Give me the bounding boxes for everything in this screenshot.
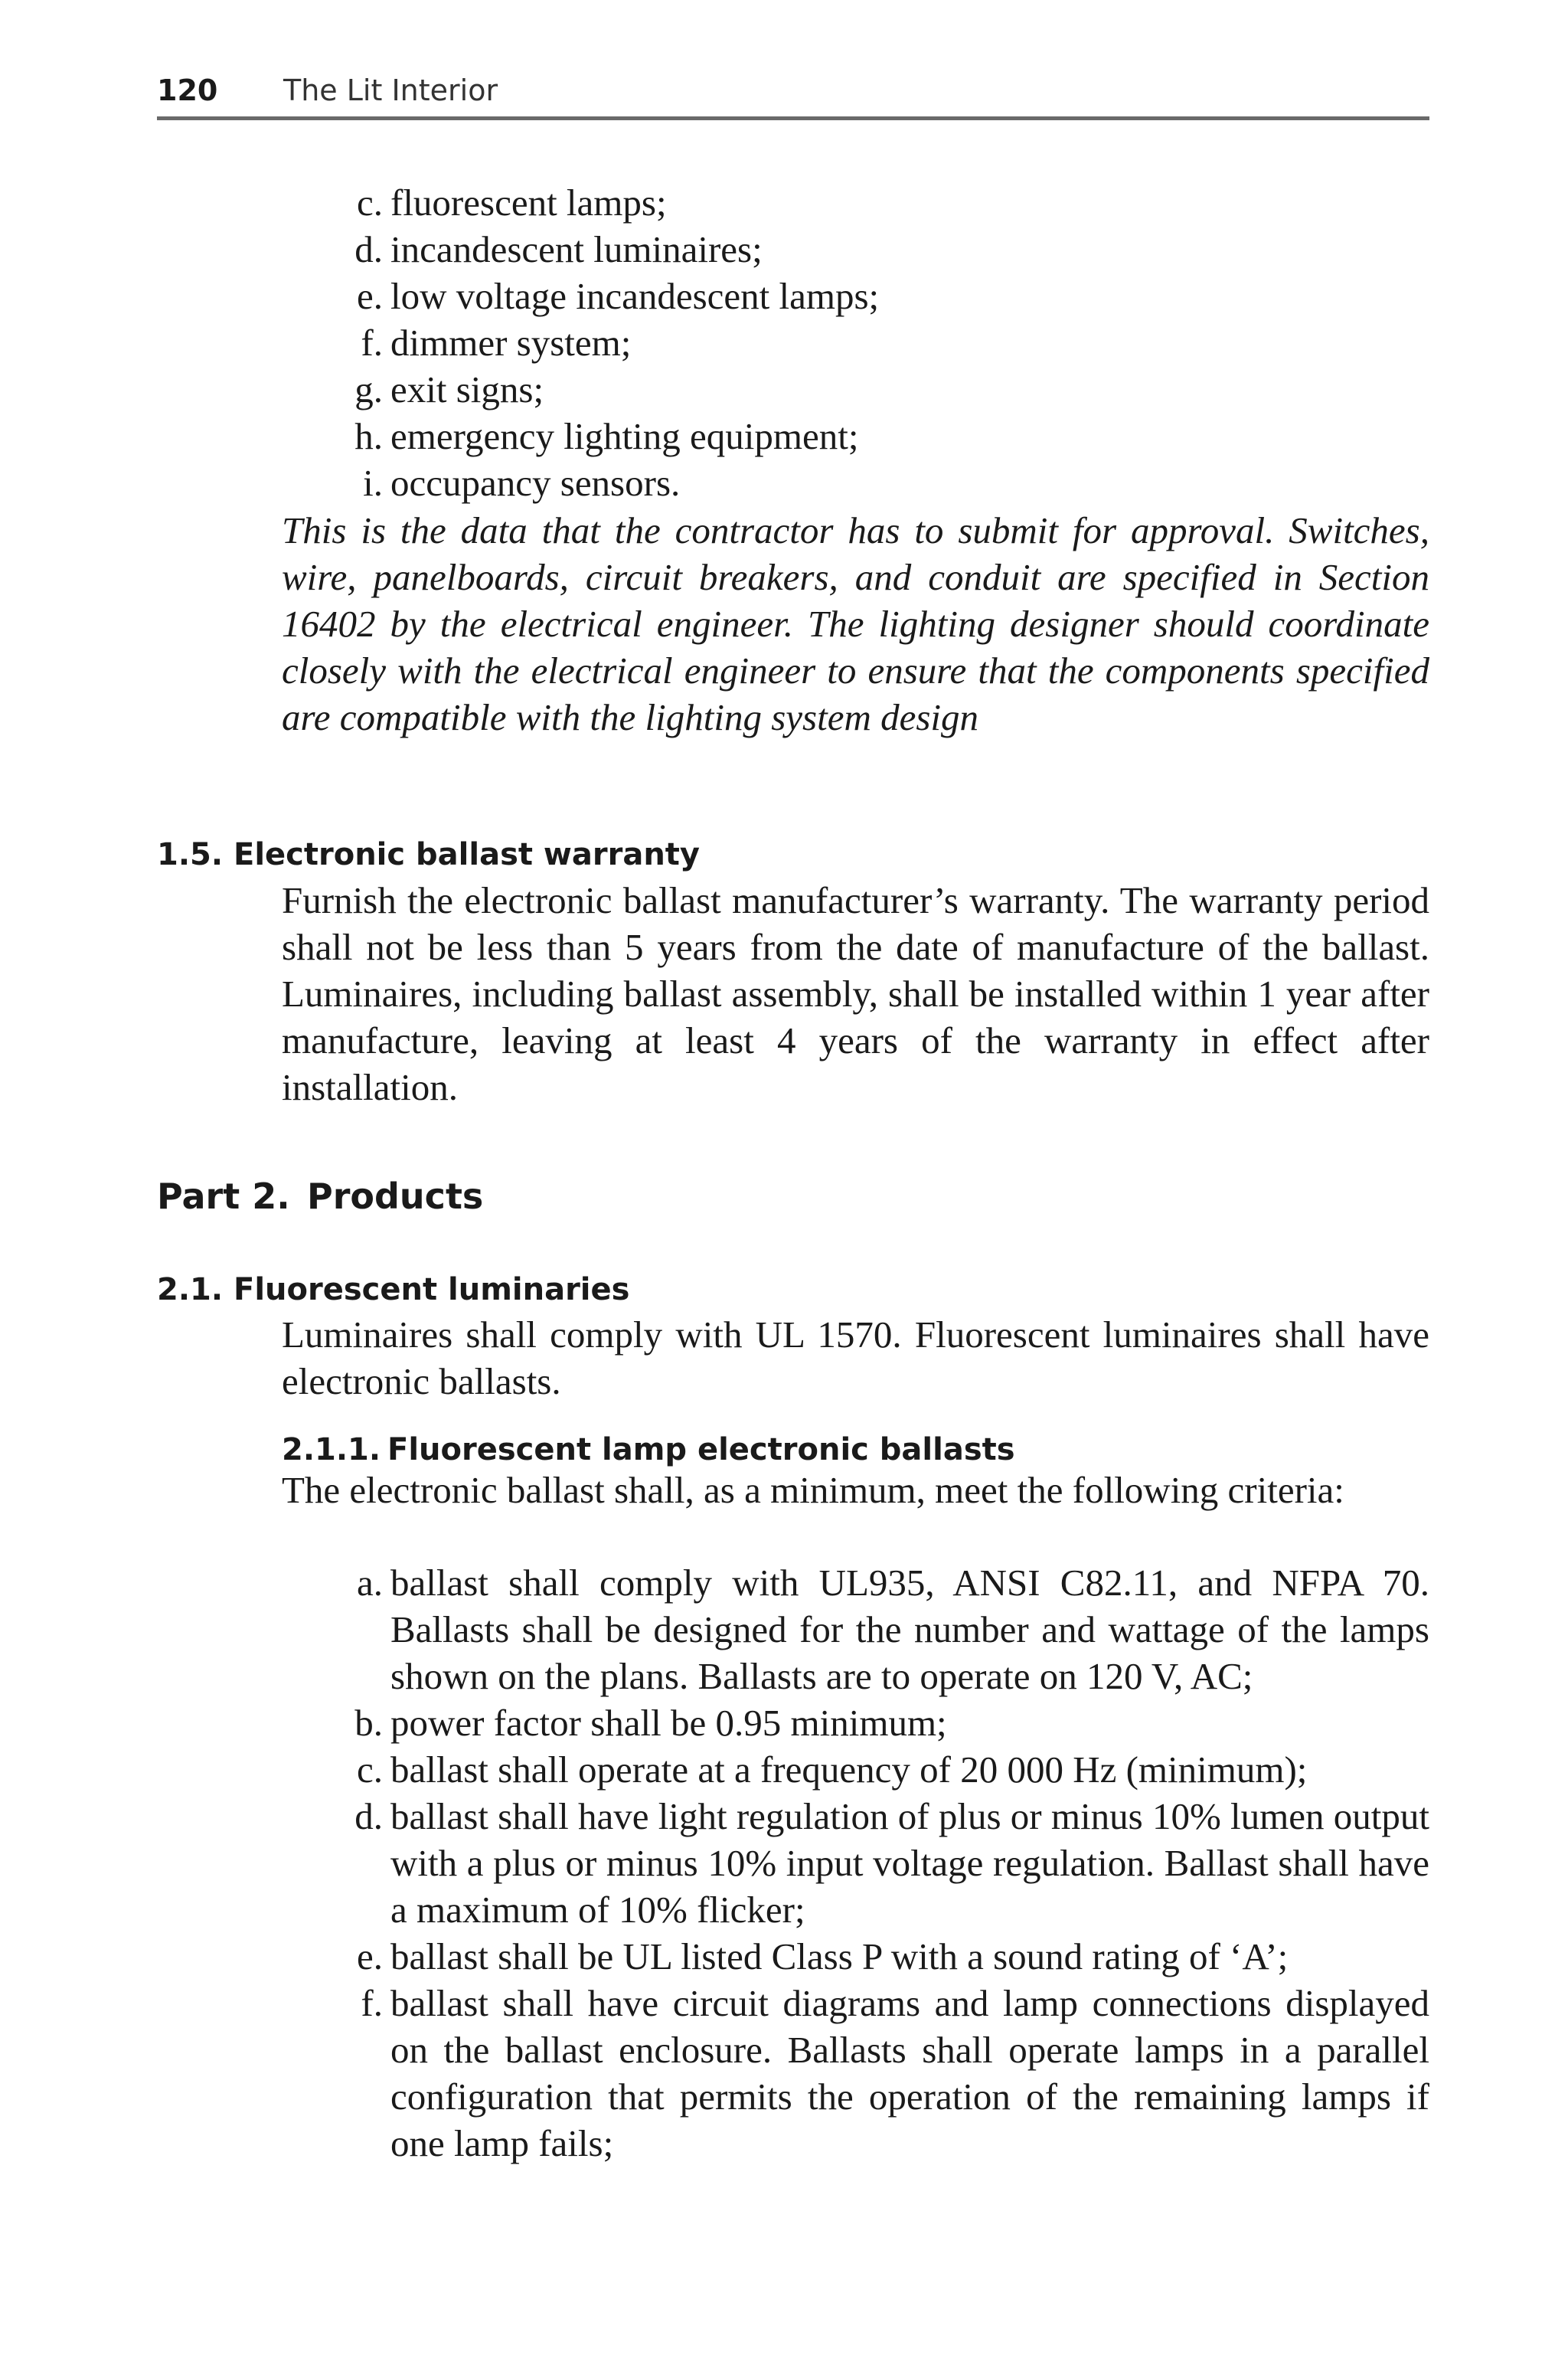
list-item — [291, 1559, 1429, 1699]
part-heading — [157, 1173, 483, 1219]
list-marker: d. — [354, 1795, 383, 1837]
list-item — [291, 1980, 1429, 2167]
running-title: The Lit Interior — [283, 74, 498, 107]
section-number: 1.5. — [157, 837, 224, 872]
list-marker: f. — [361, 1982, 383, 2024]
list-item — [291, 226, 1429, 273]
list-marker: f. — [361, 322, 383, 364]
list-item-text: ballast shall operate at a frequency of 20 000 Hz (minimum); — [390, 1748, 1308, 1791]
list-marker: d. — [354, 228, 383, 270]
section-title: Fluorescent luminaries — [234, 1272, 630, 1307]
running-head — [157, 74, 1429, 116]
luminaires-paragraph: Luminaires shall comply with UL 1570. Fluorescent luminaires shall have electronic ballasts. — [282, 1313, 1429, 1402]
list-item-text: ballast shall comply with UL935, ANSI C82.11, and NFPA 70. Ballasts shall be designed for the number and wattage of the lamps shown on the plans. Ballasts are to operate on 120 V, AC; — [390, 1562, 1429, 1697]
list-item-text: incandescent luminaires; — [390, 228, 763, 270]
list-marker: e. — [357, 1935, 383, 1977]
list-item-text: fluorescent lamps; — [390, 182, 667, 224]
list-item-text: ballast shall be UL listed Class P with a sound rating of ‘A’; — [390, 1935, 1289, 1977]
section-title: Fluorescent lamp electronic ballasts — [387, 1432, 1015, 1467]
list-marker: i. — [363, 462, 383, 504]
editorial-note: This is the data that the contractor has to submit for approval. Switches, wire, panelboards, circuit breakers, and conduit are specified in Section 16402 by the electrical engineer. The lighting designer should coordinate closely with the electrical engineer to ensure that the components specified are compatible with the lighting system design — [282, 509, 1429, 738]
list-item — [291, 179, 1429, 226]
ballast-criteria-intro: The electronic ballast shall, as a minimum, meet the following criteria: — [282, 1469, 1344, 1511]
section-heading-1-5 — [157, 835, 700, 875]
page-number: 120 — [157, 74, 218, 107]
list-item-text: power factor shall be 0.95 minimum; — [390, 1702, 947, 1744]
header-rule — [157, 116, 1429, 120]
ballast-criteria-list — [291, 1559, 1429, 2167]
list-marker: g. — [354, 368, 383, 410]
list-item — [291, 413, 1429, 460]
list-marker: c. — [357, 182, 383, 224]
section-title: Electronic ballast warranty — [234, 837, 700, 872]
list-item — [291, 1699, 1429, 1746]
section-number: 2.1.1. — [282, 1432, 381, 1467]
list-item — [291, 1933, 1429, 1980]
list-item-text: emergency lighting equipment; — [390, 415, 859, 457]
list-marker: c. — [357, 1748, 383, 1791]
submittal-list — [291, 179, 1429, 506]
part-title: Products — [307, 1176, 484, 1217]
list-item-text: dimmer system; — [390, 322, 632, 364]
list-marker: h. — [354, 415, 383, 457]
list-item-text: ballast shall have circuit diagrams and lamp connections displayed on the ballast enclosure. Ballasts shall operate lamps in a parallel configuration that permits the operation of the remaining lamps if one lamp fails; — [390, 1982, 1429, 2164]
list-item-text: low voltage incandescent lamps; — [390, 275, 880, 317]
list-marker: b. — [354, 1702, 383, 1744]
section-heading-2-1 — [157, 1270, 629, 1310]
list-item-text: exit signs; — [390, 368, 544, 410]
section-number: 2.1. — [157, 1272, 224, 1307]
list-marker: a. — [357, 1562, 383, 1604]
part-number: Part 2. — [157, 1176, 290, 1217]
warranty-paragraph: Furnish the electronic ballast manufacturer’s warranty. The warranty period shall not be less than 5 years from the date of manufacture of the ballast. Luminaires, including ballast assembly, shall be installed within 1 year after manufacture, leaving at least 4 years of the warranty in effect after installation. — [282, 879, 1429, 1108]
section-heading-2-1-1 — [282, 1430, 1015, 1470]
list-marker: e. — [357, 275, 383, 317]
list-item — [291, 366, 1429, 413]
list-item — [291, 273, 1429, 319]
list-item — [291, 1746, 1429, 1793]
list-item-text: ballast shall have light regulation of plus or minus 10% lumen output with a plus or minus 10% input voltage regulation. Ballast shall have a maximum of 10% flicker; — [390, 1795, 1429, 1931]
list-item-text: occupancy sensors. — [390, 462, 681, 504]
list-item — [291, 319, 1429, 366]
list-item — [291, 460, 1429, 506]
list-item — [291, 1793, 1429, 1933]
